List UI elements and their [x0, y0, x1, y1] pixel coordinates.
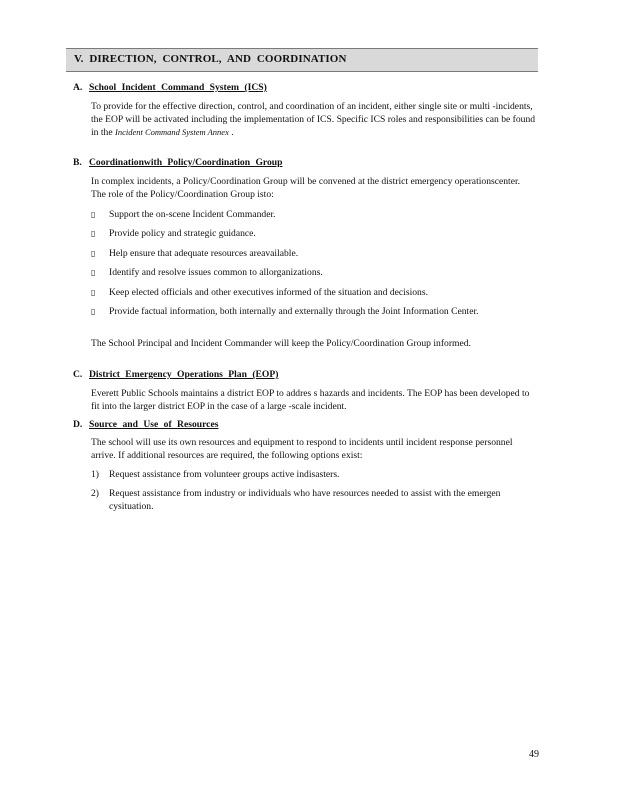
list-item: ▯ Help ensure that adequate resources areavailable. — [91, 248, 299, 259]
subsection-title: District Emergency Operations Plan (EOP) — [89, 369, 279, 380]
bullet-icon: ▯ — [91, 229, 96, 238]
list-item: ▯ Provide policy and strategic guidance. — [91, 228, 256, 239]
subsection-title: School Incident Command System (ICS) — [89, 82, 267, 93]
subsection-letter: D. — [73, 419, 83, 430]
subsection-a-heading — [73, 82, 267, 94]
subsection-letter: C. — [73, 369, 83, 380]
page-number: 49 — [529, 749, 539, 760]
bullet-icon: ▯ — [91, 249, 96, 258]
subsection-b-intro: In complex incidents, a Policy/Coordination Group will be convened at the district emergency operationscenter. The role of the Policy/Coordination Group isto: — [91, 176, 521, 200]
subsection-title: Source and Use of Resources — [89, 419, 219, 430]
subsection-title: Coordinationwith Policy/Coordination Group — [89, 157, 283, 168]
bullet-icon: ▯ — [91, 210, 96, 219]
option-number: 2) — [91, 488, 99, 499]
subsection-a-paragraph: To provide for the effective direction, control, and coordination of an incident, either single site or multi -incidents, the EOP will be activated including the implementation of ICS. Specific ICS roles and responsibilities can be found in the Incident Command System Annex . — [91, 101, 536, 139]
option-number: 1) — [91, 469, 99, 480]
list-item: ▯ Keep elected officials and other executives informed of the situation and decisions. — [91, 287, 428, 298]
subsection-b-heading — [73, 157, 282, 169]
subsection-b-closing: The School Principal and Incident Commander will keep the Policy/Coordination Group informed. — [91, 338, 471, 349]
list-item: 2) Request assistance from industry or individuals who have resources needed to assist with the emergen cysituation. — [91, 488, 501, 512]
section-title: V. DIRECTION, CONTROL, AND COORDINATION — [74, 53, 347, 65]
subsection-c-heading — [73, 369, 278, 381]
bullet-icon: ▯ — [91, 288, 96, 297]
subsection-c-paragraph: Everett Public Schools maintains a district EOP to addres s hazards and incidents. The EOP has been developed to fit into the larger district EOP in the case of a large -scale incident. — [91, 388, 530, 412]
list-item: 1) Request assistance from volunteer groups active indisasters. — [91, 469, 340, 480]
bullet-icon: ▯ — [91, 307, 96, 316]
section-header-bar — [66, 48, 538, 72]
bullet-icon: ▯ — [91, 268, 96, 277]
subsection-d-paragraph: The school will use its own resources and equipment to respond to incidents until incident response personnel arrive. If additional resources are required, the following options exist: — [91, 437, 513, 461]
list-item: ▯ Support the on-scene Incident Commander. — [91, 209, 276, 220]
list-item: ▯ Identify and resolve issues common to allorganizations. — [91, 267, 323, 278]
subsection-d-heading — [73, 419, 218, 431]
subsection-letter: B. — [73, 157, 82, 168]
annex-reference: Incident Command System Annex — [114, 127, 229, 138]
list-item: ▯ Provide factual information, both internally and externally through the Joint Information Center. — [91, 306, 479, 317]
subsection-letter: A. — [73, 82, 83, 93]
